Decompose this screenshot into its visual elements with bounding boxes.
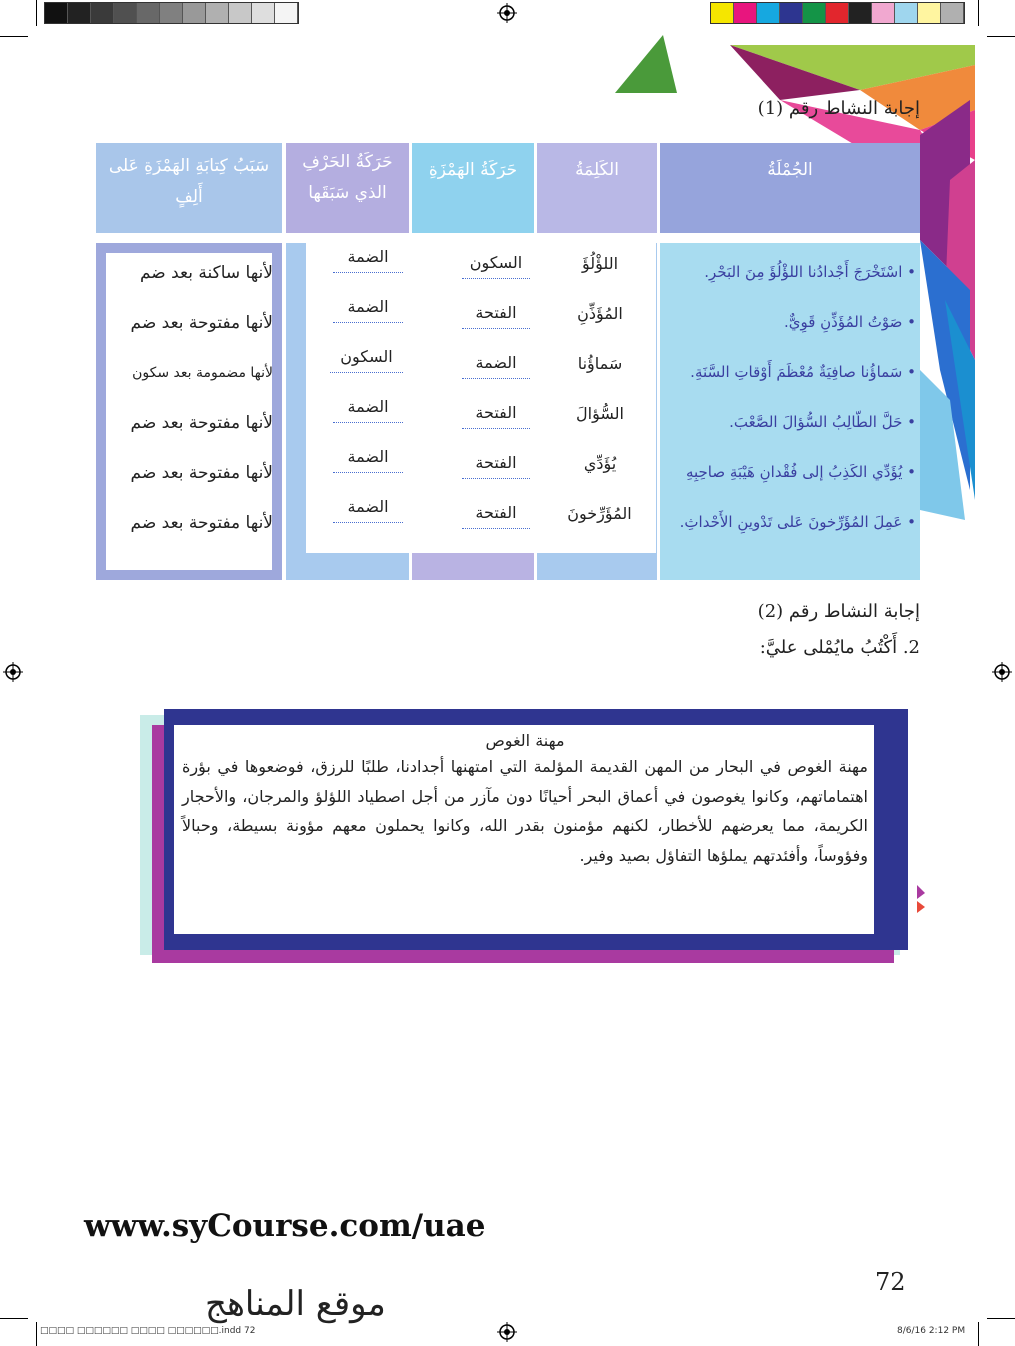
sentence-item: • اسْتَخْرَجَ أَجْدادُنا اللؤْلُؤَ مِنَ البَحْرِ. <box>704 263 916 281</box>
header-prev-letter-vowel: حَرَكَةُ الحَرْفِ الذي سَبَقَها <box>286 143 409 233</box>
registration-mark-icon <box>497 3 517 23</box>
reason-cell: لأنها مفتوحة بعد ضم <box>130 513 273 533</box>
activity1-heading: إجابة النشاط رقم (1) <box>757 98 920 119</box>
hamza-vowel-cell: الفتحة <box>462 299 530 329</box>
arrow-decoration <box>917 885 927 915</box>
crop-mark <box>0 1318 28 1319</box>
sentence-item: • صَوْتُ المُؤَذِّنِ قَوِيٌّ. <box>783 313 916 331</box>
hamza-vowel-cell: الضمة <box>462 349 530 379</box>
print-timestamp: 8/6/16 2:12 PM <box>897 1326 966 1336</box>
prev-vowel-cell: السكون <box>330 343 403 373</box>
prev-vowel-cell: الضمة <box>333 293 403 323</box>
crop-mark <box>987 36 1015 37</box>
reason-cell: لأنها مفتوحة بعد ضم <box>130 313 273 333</box>
color-calibration-bar <box>710 2 965 24</box>
header-hamza-vowel: حَرَكَةُ الهَمْزَةِ <box>412 143 534 233</box>
file-info: □□□□ □□□□□□ □□□□ □□□□□□.indd 72 <box>40 1326 256 1336</box>
reason-cell: لأنها مفتوحة بعد ضم <box>130 413 273 433</box>
sentence-item: • سَماؤُنا صافِيَةٌ مُعْظَمَ أَوْقاتِ السَّنَةِ. <box>690 363 916 381</box>
grayscale-calibration-bar <box>44 2 299 24</box>
dictation-instruction: 2. أَكْتُبُ مايُمْلى عليَّ: <box>759 637 920 658</box>
sentence-item: • يُؤَدِّي الكَذِبُ إلى فُقْدانِ هَيْبَةِ صاحِبِهِ <box>685 463 916 481</box>
word-cell: المُؤَذِّنِ <box>577 304 623 323</box>
website-url: www.syCourse.com/uae <box>84 1208 486 1244</box>
registration-mark-icon <box>992 662 1012 682</box>
word-cell: سَماؤُنا <box>577 354 623 373</box>
prev-vowel-cell: الضمة <box>333 393 403 423</box>
reason-cell: لأنها ساكنة بعد ضم <box>139 263 273 283</box>
site-name: موقع المناهج <box>205 1284 386 1324</box>
page-number: 72 <box>875 1268 906 1296</box>
word-cell: المُؤَرِّخونَ <box>567 504 632 523</box>
prev-vowel-cell: الضمة <box>333 243 403 273</box>
crop-mark <box>978 0 979 26</box>
prev-vowel-cell: الضمة <box>333 493 403 523</box>
hamza-vowel-cell: الفتحة <box>462 499 530 529</box>
story-box <box>164 709 908 950</box>
registration-mark-icon <box>497 1322 517 1342</box>
activity2-heading: إجابة النشاط رقم (2) <box>757 601 920 622</box>
hamza-vowel-cell: السكون <box>462 249 530 279</box>
prev-vowel-cell: الضمة <box>333 443 403 473</box>
hamza-vowel-cell: الفتحة <box>462 399 530 429</box>
crop-mark <box>987 1318 1015 1319</box>
sentence-item: • عَمِلَ المُؤَرِّخونَ عَلى تَدْوينِ الأَحْداثِ. <box>679 513 916 531</box>
crop-mark <box>0 36 28 37</box>
header-sentence: الجُمْلَةُ <box>660 143 920 233</box>
word-cell: اللؤْلُؤَ <box>581 254 619 273</box>
crop-mark <box>36 0 37 26</box>
crop-mark <box>978 1322 979 1346</box>
hamza-vowel-cell: الفتحة <box>462 449 530 479</box>
sentences-column <box>660 243 920 580</box>
reason-cell: لأنها مفتوحة بعد ضم <box>130 463 273 483</box>
sentence-item: • حَلَّ الطّالِبُ السُّؤالَ الصَّعْبَ. <box>729 413 916 431</box>
word-cell: يُؤَدِّي <box>583 454 617 473</box>
story-title: مهنة الغوص <box>485 731 565 750</box>
word-cell: السُّؤالَ <box>576 404 624 423</box>
crop-mark <box>36 1322 37 1346</box>
story-text: مهنة الغوص في البحار من المهن القديمة المؤلمة التي امتهنها أجدادنا، طلبًا للرزق، فوضعوها في بؤرة اهتماماتهم، وكانوا يغوصون في أعماق البحر أحيانًا دون مآزر من أجل اصطياد اللؤلؤ والمرجان، والأحجار الكريمة، مما يعرضهم للأخطار، لكنهم مؤمنون بقدر الله، وكانوا يحملون معهم مؤونة بسيطة، وحبالاً وفؤوساً، وأفئدتهم يملؤها التفاؤل بصيد وفير. <box>182 757 868 865</box>
header-word: الكَلِمَةُ <box>537 143 657 233</box>
green-triangle-decoration <box>615 35 680 95</box>
reason-cell: لأنها مضمومة بعد سكون <box>132 365 273 381</box>
header-reason: سَبَبُ كِتابَةِ الهَمْزَةِ عَلى أَلِفٍ <box>96 143 282 233</box>
registration-mark-icon <box>3 662 23 682</box>
